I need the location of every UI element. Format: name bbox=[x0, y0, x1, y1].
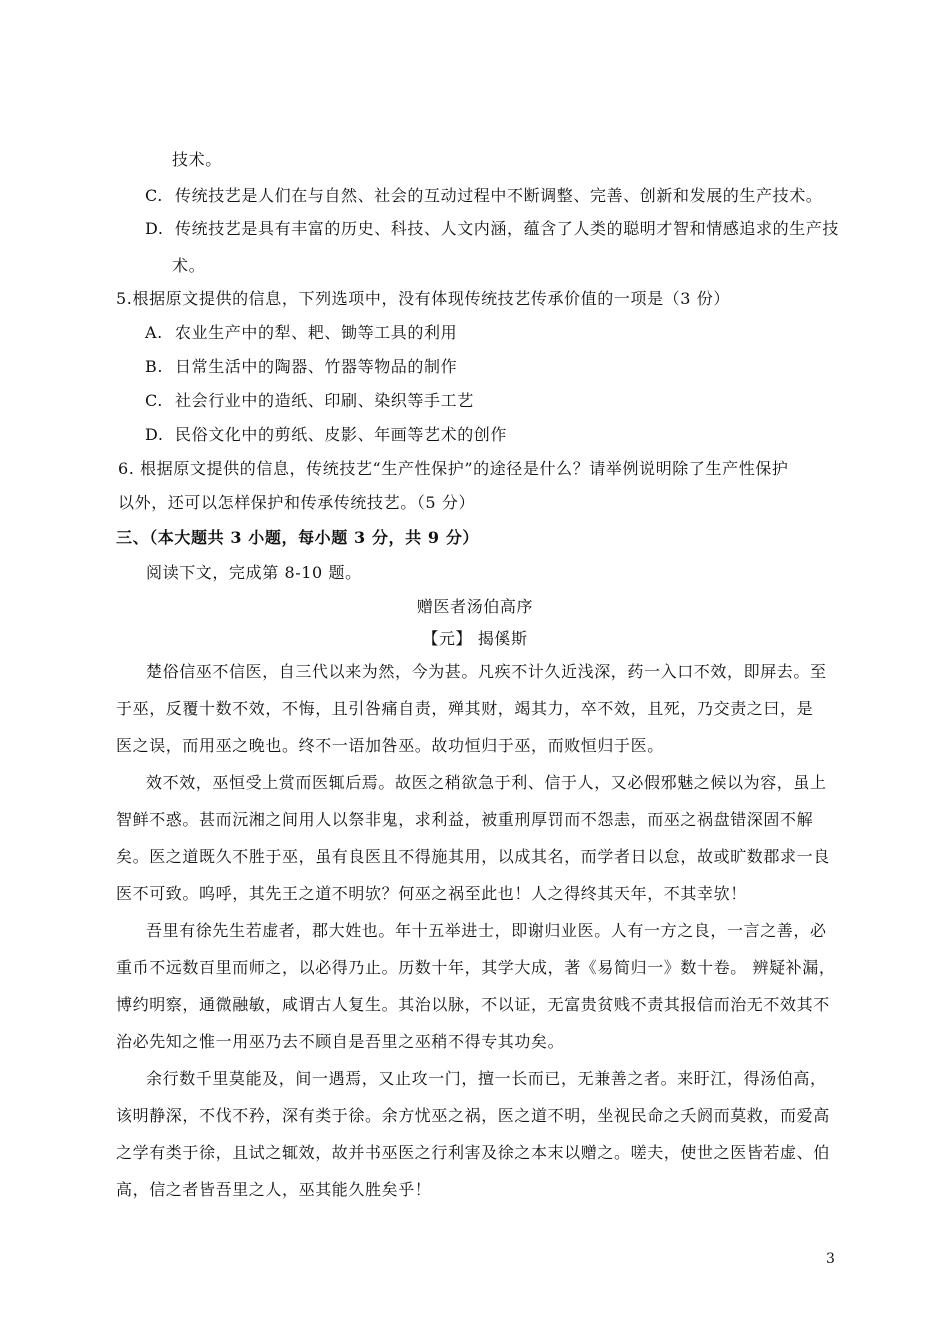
paragraph-4-line-2: 该明静深，不伐不矜，深有类于徐。余方忧巫之祸，医之道不明，坐视民命之夭阏而莫救，而爱高 bbox=[116, 1106, 830, 1125]
option-text: 传统技艺是人们在与自然、社会的互动过程中不断调整、完善、创新和发展的生产技术。 bbox=[175, 186, 823, 205]
paragraph-3-line-2: 重币不远数百里而师之，以必得乃止。历数十年，其学大成，著《易简归一》数十卷。 辨疑补漏， bbox=[116, 958, 836, 977]
paragraph-1-line-3: 医之误，而用巫之晚也。终不一语加咎巫。故功恒归于巫，而败恒归于医。 bbox=[116, 736, 664, 755]
option-text: 社会行业中的造纸、印刷、染织等手工艺 bbox=[175, 391, 474, 410]
passage-title: 赠医者汤伯高序 bbox=[416, 597, 534, 616]
option-text: 日常生活中的陶器、竹器等物品的制作 bbox=[175, 357, 458, 376]
paragraph-2-line-4: 医不可致。呜呼，其先王之道不明欤？何巫之祸至此也！人之得终其天年，不其幸欤！ bbox=[116, 884, 747, 903]
paragraph-4-line-1: 余行数千里莫能及，间一遇焉，又止攻一门，擅一长而已，无兼善之者。来盱江，得汤伯高， bbox=[146, 1069, 827, 1088]
paragraph-1-line-1: 楚俗信巫不信医，自三代以来为然，今为甚。凡疾不计久近浅深，药一入口不效，即屏去。至 bbox=[146, 662, 827, 681]
option-text: 民俗文化中的剪纸、皮影、年画等艺术的创作 bbox=[175, 425, 508, 444]
question-6-line-2: 以外，还可以怎样保护和传承传统技艺。（5 分） bbox=[118, 493, 476, 512]
question-5-option-a bbox=[145, 323, 457, 343]
section-3-instruction: 阅读下文，完成第 8-10 题。 bbox=[146, 563, 362, 582]
paragraph-3-line-3: 博约明察，通微融敏，咸谓古人复生。其治以脉，不以证，无富贵贫贱不责其报信而治无不效其不 bbox=[116, 995, 830, 1014]
option-letter: D. bbox=[145, 425, 164, 444]
option-letter: A. bbox=[145, 323, 163, 342]
passage-author: 【元】 揭傒斯 bbox=[422, 629, 528, 648]
question-5-option-d bbox=[145, 425, 507, 445]
option-letter: D. bbox=[145, 219, 164, 238]
option-b-continuation: 技术。 bbox=[172, 150, 222, 169]
option-text: 农业生产中的犁、耙、锄等工具的利用 bbox=[175, 323, 458, 342]
option-text: 传统技艺是具有丰富的历史、科技、人文内涵，蕴含了人类的聪明才智和情感追求的生产技 bbox=[175, 219, 840, 238]
page-number: 3 bbox=[826, 1251, 835, 1267]
option-c bbox=[145, 186, 822, 206]
paragraph-4-line-4: 高，信之者皆吾里之人，巫其能久胜矣乎！ bbox=[116, 1180, 432, 1199]
question-5-stem: 5.根据原文提供的信息，下列选项中，没有体现传统技艺传承价值的一项是（3 份） bbox=[116, 289, 730, 308]
paragraph-3-line-1: 吾里有徐先生若虚者，郡大姓也。年十五举进士，即谢归业医。人有一方之良，一言之善，必 bbox=[146, 921, 827, 940]
paragraph-2-line-2: 智鲜不惑。甚而沅湘之间用人以祭非鬼，求利益，被重刑厚罚而不怨恚，而巫之祸盘错深固不解 bbox=[116, 810, 814, 829]
option-letter: C. bbox=[145, 391, 163, 410]
section-3-heading: 三、（本大题共 3 小题，每小题 3 分，共 9 分） bbox=[116, 528, 480, 547]
paragraph-2-line-1: 效不效，巫恒受上赏而医辄后焉。故医之稍欲急于利、信于人，又必假邪魅之候以为容，虽上 bbox=[146, 773, 827, 792]
option-d bbox=[145, 219, 839, 239]
paragraph-1-line-2: 于巫，反覆十数不效，不悔，且引咎痛自责，殚其财，竭其力，卒不效，且死，乃交责之曰，是 bbox=[116, 699, 814, 718]
question-5-option-b bbox=[145, 357, 457, 377]
option-d-continuation: 术。 bbox=[172, 256, 206, 275]
question-5-option-c bbox=[145, 391, 474, 411]
paragraph-2-line-3: 矣。医之道既久不胜于巫，虽有良医且不得施其用，以成其名，而学者日以怠，故或旷数郡求一良 bbox=[116, 847, 830, 866]
paragraph-3-line-4: 治必先知之惟一用巫乃去不顾自是吾里之巫稍不得专其功矣。 bbox=[116, 1032, 565, 1051]
paragraph-4-line-3: 之学有类于徐，且试之辄效，故并书巫医之行利害及徐之本末以赠之。嗟夫，使世之医皆若虚、伯 bbox=[116, 1143, 830, 1162]
option-letter: C. bbox=[145, 186, 163, 205]
question-6-line-1: 6. 根据原文提供的信息，传统技艺“生产性保护”的途径是什么？请举例说明除了生产性保护 bbox=[118, 459, 789, 478]
option-letter: B. bbox=[145, 357, 164, 376]
